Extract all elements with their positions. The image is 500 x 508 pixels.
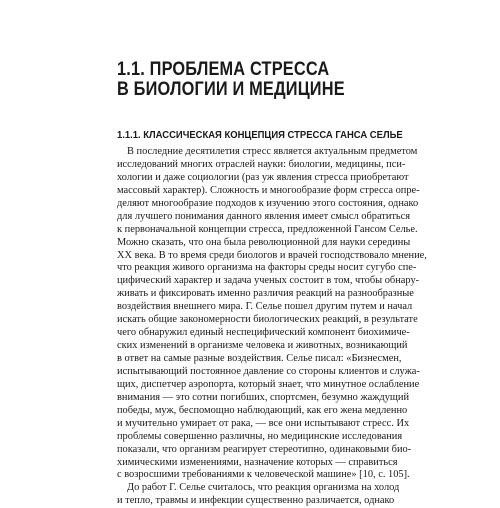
text-line: хологии и даже социологии (раз уж явления стресса приобретают (117, 171, 409, 183)
text-line: деляют многообразие подходов к изучению этого состояния, однако (117, 197, 419, 209)
text-line: До работ Г. Селье считалось, что реакция организма на холод (127, 482, 400, 494)
body-text (117, 146, 427, 508)
text-line: проблемы совершенно различны, но медицинские исследования (117, 430, 403, 442)
chapter-title-line-1: 1.1. ПРОБЛЕМА СТРЕССА (117, 59, 330, 80)
text-line: что реакция живого организма на факторы среды носит сугубо спе- (117, 262, 417, 274)
text-line: и тепло, травмы и инфекции существенно различается, однако (117, 495, 395, 507)
text-line: с возросшими требованиями к человеческой машине» [10, с. 105]. (117, 469, 410, 481)
text-line: ских изменений в организме человека и животных, возникающий (117, 340, 408, 352)
text-line: искать общие закономерности биологических реакций, в результате (117, 314, 418, 326)
text-line: Можно сказать, что она была революционной для науки середины (117, 236, 411, 248)
text-line: к первоначальной концепции стресса, предложенной Гансом Селье. (117, 223, 418, 235)
text-line: испытывающий постоянное давление со стороны клиентов и служа- (117, 365, 420, 377)
text-line: XX века. В то время среди биологов и врачей господствовало мнение, (117, 249, 427, 261)
text-line: живать и фиксировать именно различия реакций на разнообразные (117, 288, 414, 300)
text-line: В последние десятилетия стресс является актуальным предметом (127, 146, 418, 157)
text-line: внимания — это сотни погибших, спортсмен, безумно жаждущий (117, 391, 410, 403)
section-heading: 1.1.1. КЛАССИЧЕСКАЯ КОНЦЕПЦИЯ СТРЕССА ГАНСА СЕЛЬЕ (117, 129, 403, 141)
text-line: и мучительно умирает от рака, — все они испытывают стресс. Их (117, 417, 410, 429)
chapter-title-line-2: В БИОЛОГИИ И МЕДИЦИНЕ (117, 79, 345, 100)
text-line: щих, диспетчер аэропорта, который знает, что минутное ослабление (117, 378, 420, 390)
text-line: химическими изменениями, назначение которых — справиться (117, 456, 398, 468)
text-line: победы, муж, беспомощно наблюдающий, как его жена медленно (117, 404, 408, 416)
text-line: исследований многих отраслей науки: биологии, медицины, пси- (117, 158, 406, 170)
text-line: массовый характер). Сложность и многообразие форм стресса опре- (117, 184, 420, 196)
text-line: для лучшего понимания данного явления имеет смысл обратиться (117, 210, 411, 222)
chapter-title (117, 60, 375, 100)
text-line: цифический характер и задача ученых состоит в том, чтобы обнару- (117, 275, 420, 287)
text-line: воздействия внешнего мира. Г. Селье пошел другим путем и начал (117, 301, 413, 313)
text-line: показали, что организм реагирует стереотипно, одинаковыми био- (117, 443, 412, 455)
text-line: чего обнаружил единый неспецифический компонент биохимиче- (117, 327, 410, 339)
text-line: в ответ на самые разные воздействия. Селье писал: «Бизнесмен, (117, 353, 402, 364)
